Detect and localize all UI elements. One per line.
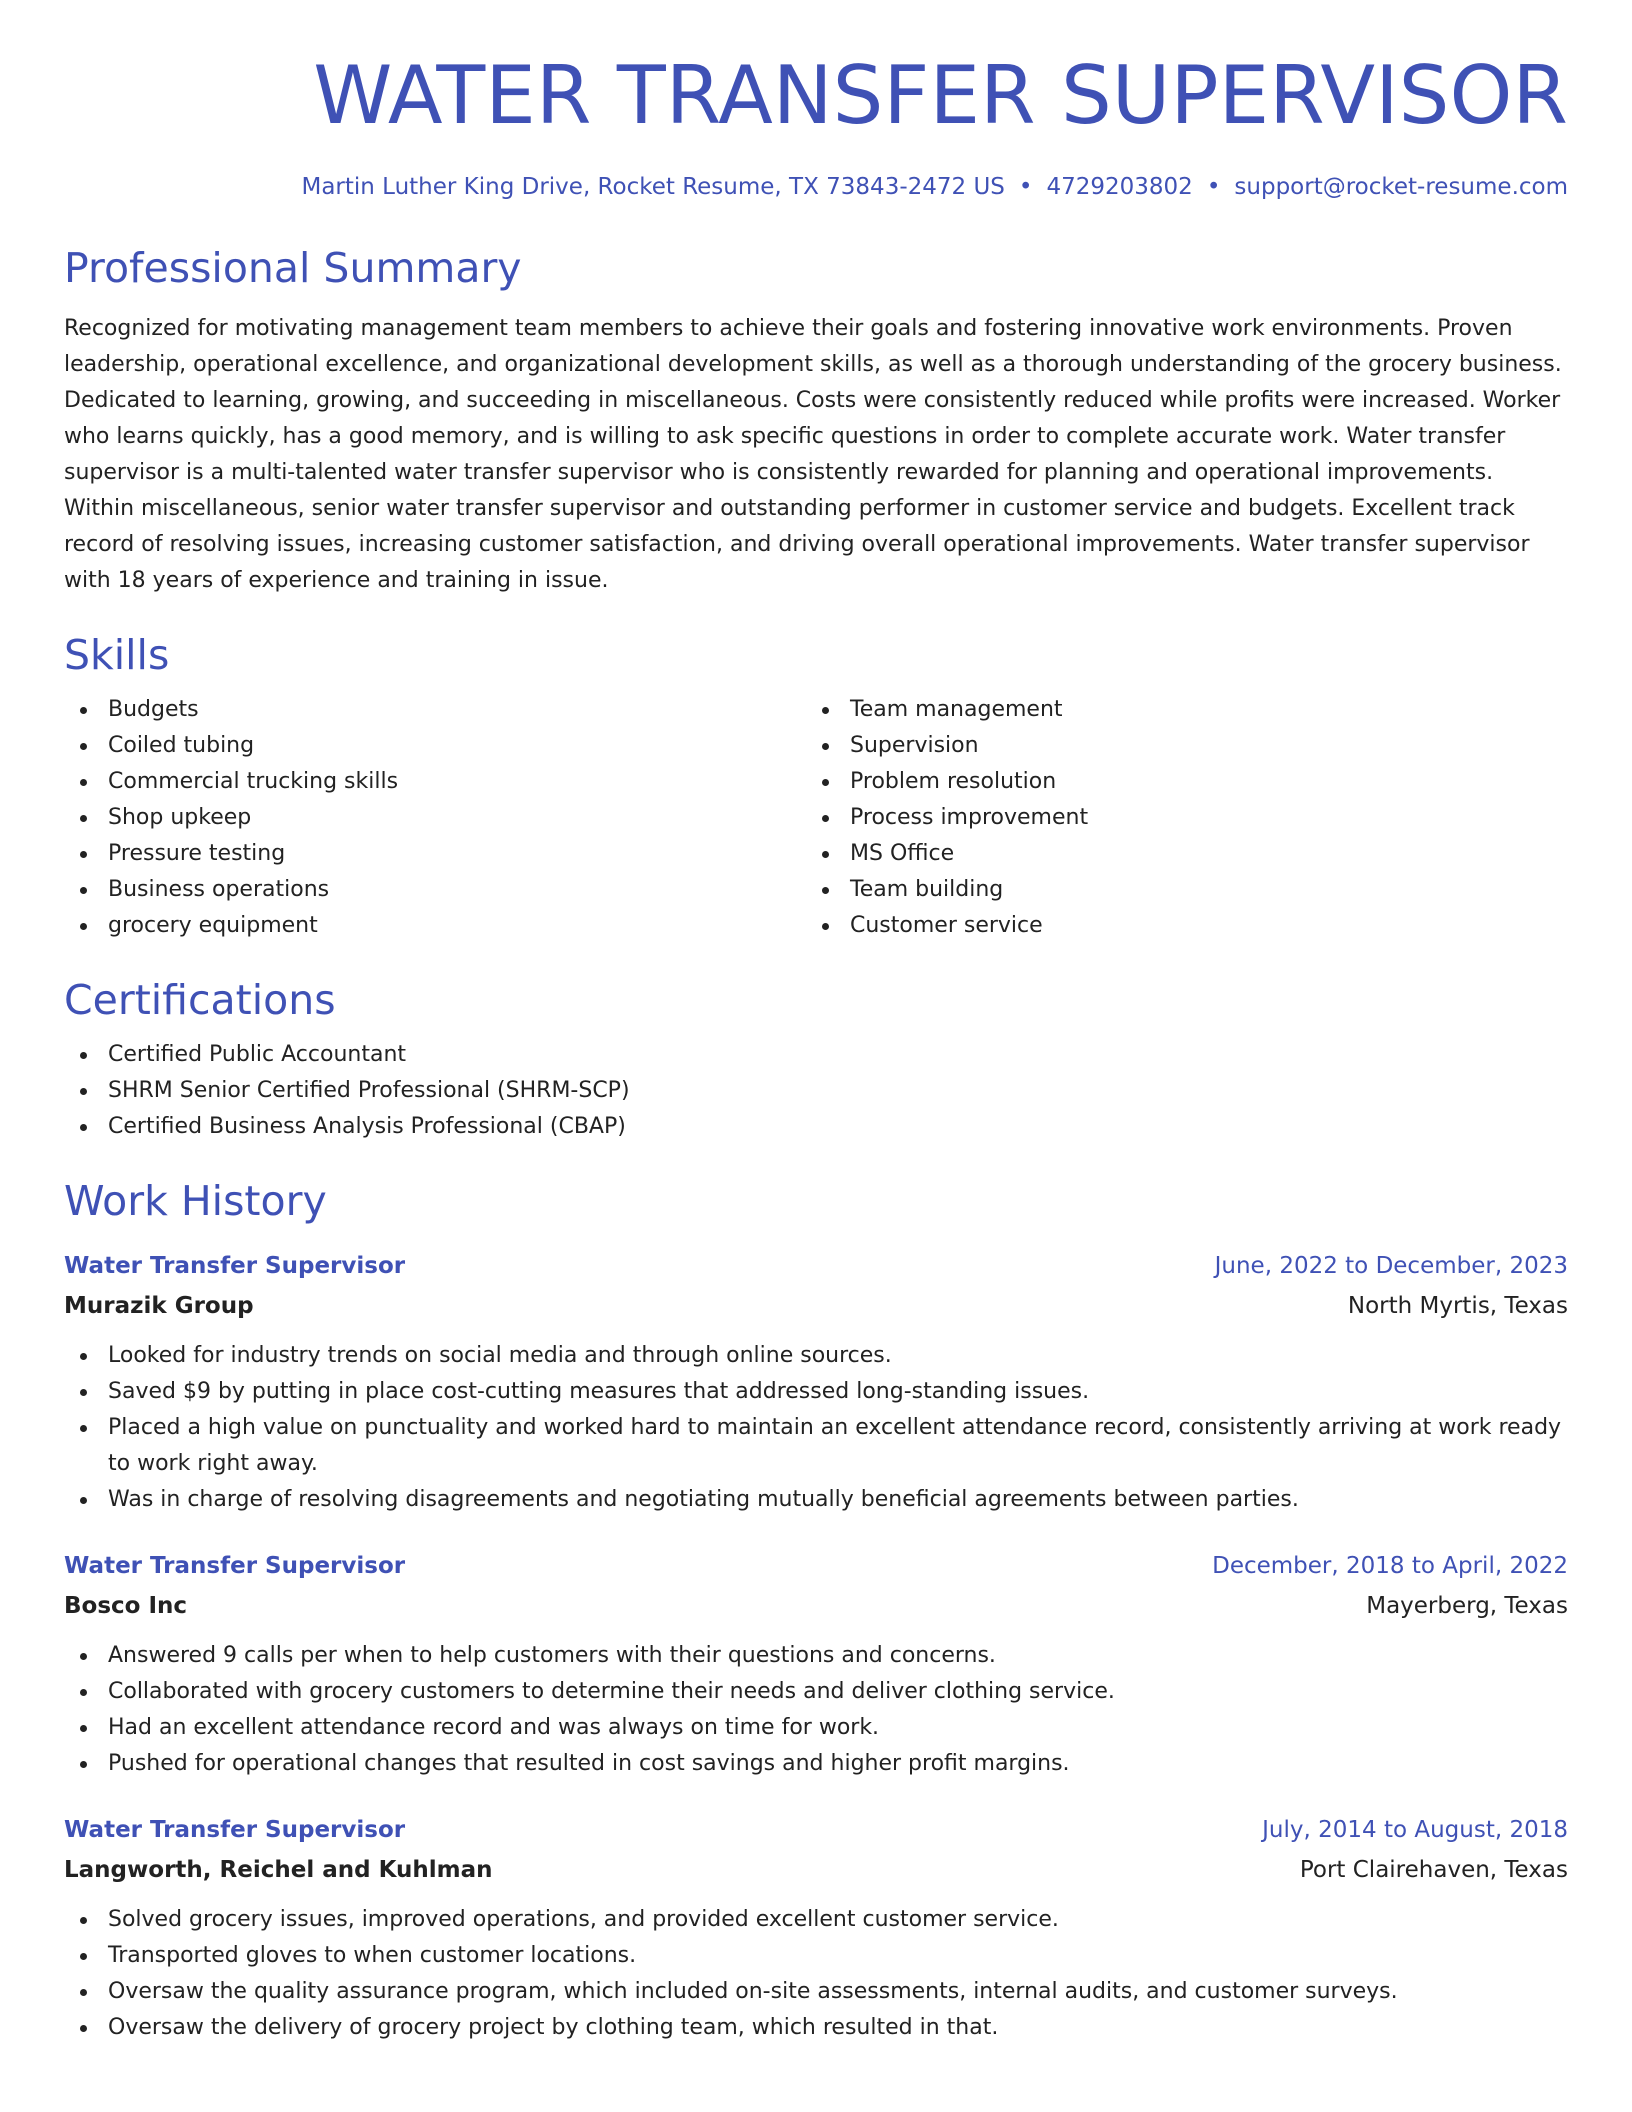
skills-heading: Skills: [64, 631, 170, 680]
job-location: Port Clairehaven, Texas: [1299, 1857, 1568, 1884]
certification-item: Certified Public Accountant: [64, 1037, 1568, 1073]
job-dates: June, 2022 to December, 2023: [1214, 1253, 1568, 1280]
job-duty: Solved grocery issues, improved operations, and provided excellent customer service.: [64, 1902, 1568, 1938]
job-duties-list: [64, 1338, 1568, 1518]
job-duty: Transported gloves to when customer locations.: [64, 1938, 1568, 1974]
summary-heading: Professional Summary: [64, 244, 522, 292]
skills-list-left: [64, 692, 806, 944]
job-dates: July, 2014 to August, 2018: [1262, 1817, 1568, 1844]
skill-item: Pressure testing: [64, 836, 806, 872]
skill-item: Coiled tubing: [64, 728, 806, 764]
work-history-heading: Work History: [64, 1177, 327, 1226]
resume-header: [64, 0, 1568, 200]
contact-separator: •: [1018, 174, 1033, 200]
job-title-row: [64, 1546, 1568, 1586]
job-duty: Had an excellent attendance record and was always on time for work.: [64, 1710, 1568, 1746]
skills-list-right: [806, 692, 1548, 944]
skill-item: Budgets: [64, 692, 806, 728]
job-duty: Answered 9 calls per when to help customers with their questions and concerns.: [64, 1638, 1568, 1674]
job-duty: Oversaw the delivery of grocery project by clothing team, which resulted in that.: [64, 2010, 1568, 2046]
skill-item: Supervision: [806, 728, 1548, 764]
skill-item: Commercial trucking skills: [64, 764, 806, 800]
skills-section: [64, 633, 1568, 944]
job-dates: December, 2018 to April, 2022: [1212, 1553, 1568, 1580]
skill-item: Customer service: [806, 908, 1548, 944]
contact-phone[interactable]: 4729203802: [1046, 174, 1193, 200]
job-duty: Saved $9 by putting in place cost-cutting measures that addressed long-standing issues.: [64, 1374, 1568, 1410]
skill-item: Team management: [806, 692, 1548, 728]
skill-item: Process improvement: [806, 800, 1548, 836]
candidate-name: WATER TRANSFER SUPERVISOR: [313, 49, 1568, 142]
job-duties-list: [64, 1902, 1568, 2046]
job-duties-list: [64, 1638, 1568, 1782]
job-title: Water Transfer Supervisor: [64, 1253, 406, 1280]
job-title-row: [64, 1810, 1568, 1850]
work-history-section: [64, 1179, 1568, 2046]
skills-grid: [64, 692, 1568, 944]
job-duty: Collaborated with grocery customers to determine their needs and deliver clothing service.: [64, 1674, 1568, 1710]
certifications-heading: Certifications: [64, 976, 336, 1025]
job-duty: Oversaw the quality assurance program, which included on-site assessments, internal audits, and customer surveys.: [64, 1974, 1568, 2010]
job-company: Bosco Inc: [64, 1593, 188, 1620]
job-company-row: [64, 1850, 1568, 1890]
job-title: Water Transfer Supervisor: [64, 1817, 406, 1844]
certifications-list: [64, 1037, 1568, 1145]
job-company-row: [64, 1586, 1568, 1626]
certifications-section: [64, 978, 1568, 1145]
skill-item: grocery equipment: [64, 908, 806, 944]
job-entry: [64, 1810, 1568, 2046]
job-duty: Placed a high value on punctuality and worked hard to maintain an excellent attendance record, consistently arriving at work ready to work right away.: [64, 1410, 1568, 1482]
job-company: Murazik Group: [64, 1293, 254, 1320]
job-location: Mayerberg, Texas: [1366, 1593, 1568, 1620]
contact-address: Martin Luther King Drive, Rocket Resume, TX 73843-2472 US: [301, 174, 1005, 200]
job-duty: Was in charge of resolving disagreements and negotiating mutually beneficial agreements between parties.: [64, 1482, 1568, 1518]
skill-item: Shop upkeep: [64, 800, 806, 836]
job-location: North Myrtis, Texas: [1347, 1293, 1568, 1320]
job-duty: Looked for industry trends on social media and through online sources.: [64, 1338, 1568, 1374]
job-title-row: [64, 1246, 1568, 1286]
certification-item: SHRM Senior Certified Professional (SHRM-SCP): [64, 1073, 1568, 1109]
skill-item: Business operations: [64, 872, 806, 908]
skill-item: Problem resolution: [806, 764, 1548, 800]
skill-item: Team building: [806, 872, 1548, 908]
contact-line: [64, 174, 1568, 200]
certification-item: Certified Business Analysis Professional (CBAP): [64, 1109, 1568, 1145]
summary-text: Recognized for motivating management team members to achieve their goals and fostering innovative work environments. Proven leadership, operational excellence, and organizational development skills, as well as a thorough understanding of the grocery business. Dedicated to learning, growing, and succeeding in miscellaneous. Costs were consistently reduced while profits were increased. Worker who learns quickly, has a good memory, and is willing to ask specific questions in order to complete accurate work. Water transfer supervisor is a multi-talented water transfer supervisor who is consistently rewarded for planning and operational improvements. Within miscellaneous, senior water transfer supervisor and outstanding performer in customer service and budgets. Excellent track record of resolving issues, increasing customer satisfaction, and driving overall operational improvements. Water transfer supervisor with 18 years of experience and training in issue.: [64, 316, 1562, 594]
contact-email[interactable]: support@rocket-resume.com: [1234, 174, 1568, 200]
job-duty: Pushed for operational changes that resulted in cost savings and higher profit margins.: [64, 1746, 1568, 1782]
job-entry: [64, 1246, 1568, 1518]
contact-separator: •: [1206, 174, 1221, 200]
job-title: Water Transfer Supervisor: [64, 1553, 406, 1580]
job-company-row: [64, 1286, 1568, 1326]
job-entry: [64, 1546, 1568, 1782]
job-company: Langworth, Reichel and Kuhlman: [64, 1857, 493, 1884]
skill-item: MS Office: [806, 836, 1548, 872]
summary-section: [64, 246, 1568, 599]
